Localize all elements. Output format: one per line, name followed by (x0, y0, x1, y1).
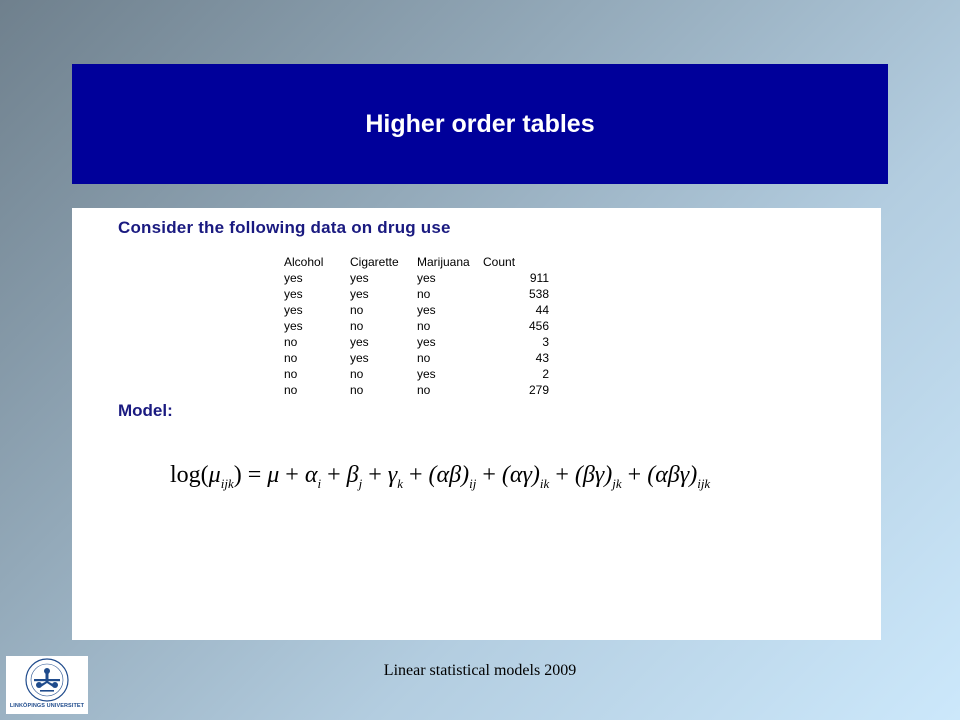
table-body (284, 270, 549, 398)
table-cell: 456 (528, 319, 549, 333)
table-cell: no (350, 367, 364, 381)
formula-log: log( (170, 462, 209, 488)
model-formula (170, 462, 710, 492)
header-cigarette: Cigarette (350, 255, 399, 269)
table-row (284, 366, 549, 382)
table-cell: yes (417, 335, 436, 349)
table-row (284, 270, 549, 286)
table-cell: yes (350, 287, 369, 301)
table-cell: no (284, 335, 298, 349)
table-cell: no (350, 319, 364, 333)
table-cell: yes (350, 335, 369, 349)
table-cell: 2 (542, 367, 549, 381)
drug-use-table (284, 254, 549, 398)
table-cell: yes (417, 367, 436, 381)
table-row (284, 286, 549, 302)
table-cell: 279 (528, 383, 549, 397)
formula-term: (αβ) (428, 462, 470, 488)
table-cell: no (284, 367, 298, 381)
header-alcohol: Alcohol (284, 255, 324, 269)
formula-term: (αβγ) (647, 462, 698, 488)
table-row (284, 334, 549, 350)
formula-equals: ) = (233, 462, 268, 488)
content-panel (72, 208, 881, 640)
header-marijuana: Marijuana (417, 255, 470, 269)
table-cell: yes (284, 319, 303, 333)
footer-text: Linear statistical models 2009 (383, 662, 577, 679)
table-cell: yes (284, 271, 303, 285)
formula-term: (αγ) (501, 462, 540, 488)
table-cell: no (284, 351, 298, 365)
formula-subscript: jk (612, 476, 622, 491)
table-cell: no (417, 351, 431, 365)
table-cell: yes (350, 351, 369, 365)
formula-term: μ (267, 462, 280, 488)
formula-plus: + (621, 462, 648, 488)
formula-subscript: k (397, 476, 403, 491)
table-row (284, 350, 549, 366)
table-cell: 538 (528, 287, 549, 301)
formula-plus: + (476, 462, 502, 488)
model-label: Model: (118, 401, 173, 420)
formula-plus: + (279, 462, 305, 488)
formula-term: γ (387, 462, 398, 488)
table-cell: yes (417, 303, 436, 317)
formula-term: β (346, 462, 359, 488)
table-cell: no (350, 383, 364, 397)
formula-subscript: j (358, 476, 363, 491)
table-cell: 43 (535, 351, 549, 365)
table-row (284, 302, 549, 318)
table-cell: yes (284, 303, 303, 317)
formula-plus: + (321, 462, 347, 488)
table-cell: 3 (542, 335, 549, 349)
table-cell: 911 (529, 271, 549, 285)
formula-subscript: ijk (697, 476, 711, 491)
table-cell: no (417, 383, 431, 397)
logo-text: LINKÖPINGS UNIVERSITET (9, 703, 85, 709)
table-cell: no (417, 287, 431, 301)
table-row (284, 382, 549, 398)
formula-subscript: ijk (220, 476, 234, 491)
formula-subscript: ij (469, 476, 477, 491)
intro-text: Consider the following data on drug use (118, 218, 451, 237)
table-header-row (284, 254, 549, 270)
formula-term: α (304, 462, 318, 488)
formula-mu-lhs: μ (208, 462, 221, 488)
formula-plus: + (362, 462, 388, 488)
slide-title: Higher order tables (365, 109, 595, 138)
table-cell: no (417, 319, 431, 333)
formula-plus: + (403, 462, 429, 488)
formula-plus: + (549, 462, 575, 488)
title-bar (72, 64, 888, 184)
header-count: Count (483, 255, 516, 269)
table-cell: yes (284, 287, 303, 301)
formula-subscript: i (317, 476, 322, 491)
table-cell: no (284, 383, 298, 397)
formula-term: (βγ) (574, 462, 613, 488)
table-row (284, 318, 549, 334)
table-cell: yes (417, 271, 436, 285)
table-cell: yes (350, 271, 369, 285)
table-cell: 44 (535, 303, 549, 317)
formula-subscript: ik (539, 476, 550, 491)
table-cell: no (350, 303, 364, 317)
